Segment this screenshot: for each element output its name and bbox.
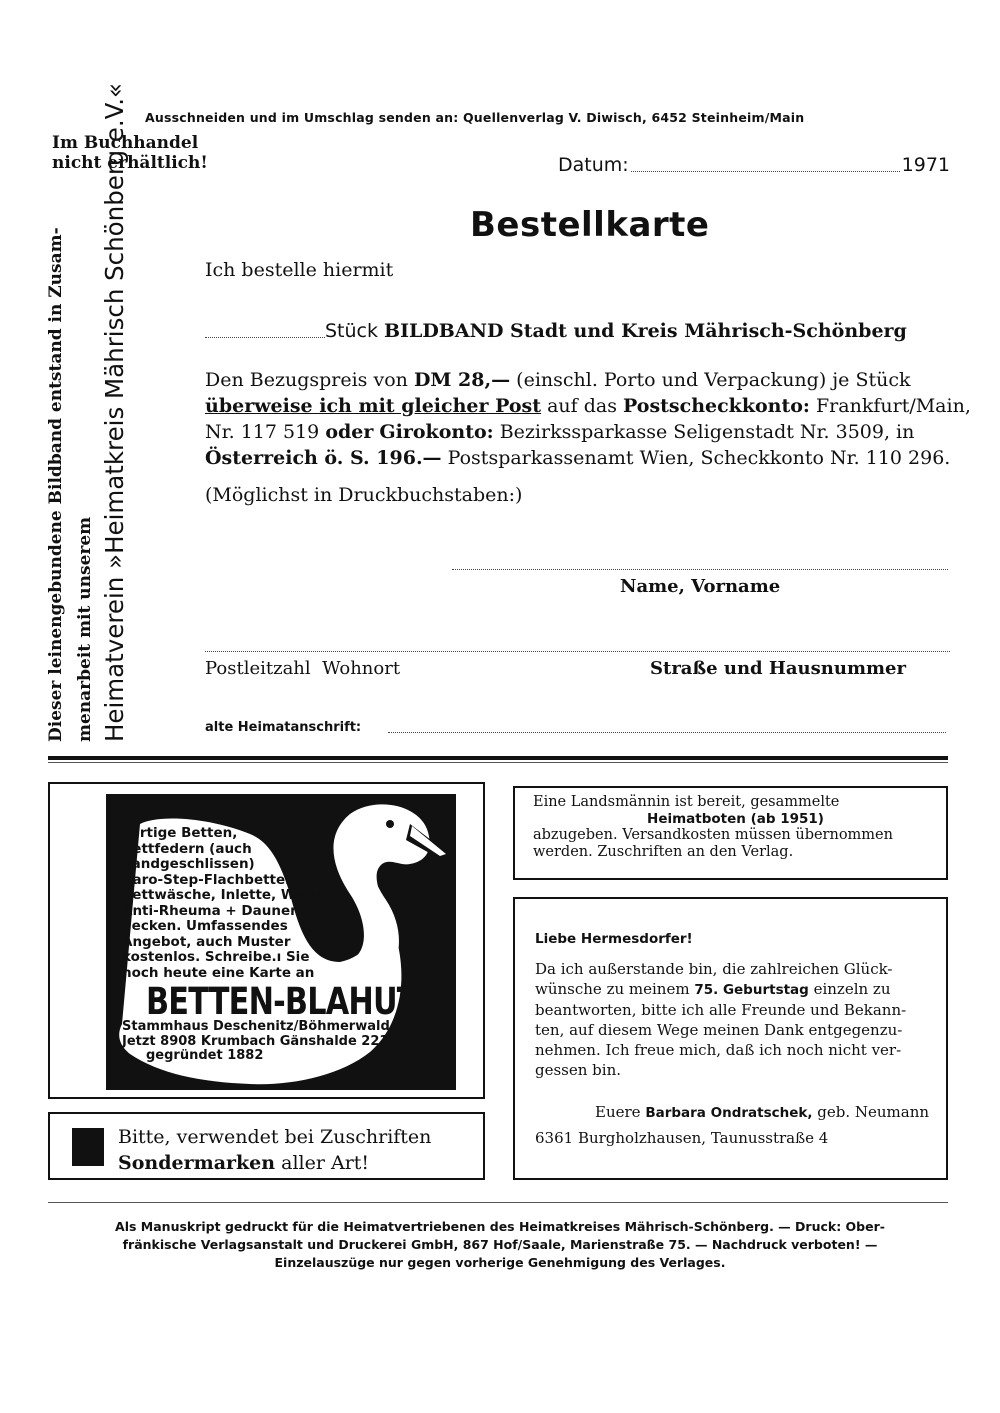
heimatboten-line: werden. Zuschriften an den Verlag. — [533, 843, 794, 860]
payment-line-1 — [205, 367, 950, 393]
heimatboten-title: Heimatboten (ab 1951) — [647, 810, 824, 827]
postal-code-city-label: Postleitzahl Wohnort — [205, 658, 401, 679]
payment-emphasis: überweise ich mit gleicher Post — [205, 395, 542, 417]
heimatboten-notice — [513, 786, 948, 880]
signoff-text: Euere — [595, 1103, 646, 1121]
footer-line: Als Manuskript gedruckt für die Heimatvertriebenen des Heimatkreises Mährisch-Schönberg. — Druck: Ober- — [115, 1219, 885, 1234]
sidebar-line-2: menarbeit mit unserem — [75, 516, 95, 742]
thank-you-notice — [513, 897, 948, 1180]
order-form-title: Bestellkarte — [470, 205, 710, 245]
ad-line: Bettwäsche, Inlette, Woll- — [122, 887, 320, 903]
betten-blahut-ad — [48, 782, 485, 1099]
price: DM 28,— — [413, 369, 511, 391]
ad-address-line: Stammhaus Deschenitz/Böhmerwald — [122, 1019, 390, 1034]
heimatboten-line: abzugeben. Versandkosten müssen übernommen — [533, 827, 893, 843]
sidebar-line-1: Dieser leinengebundene Bildband entstand in Zusam- — [46, 227, 66, 742]
address-input-line[interactable] — [205, 650, 950, 652]
ad-address-block — [122, 1020, 390, 1064]
payment-terms — [205, 367, 971, 471]
payment-or: oder — [325, 421, 374, 443]
austria-account: Österreich ö. S. 196.— — [205, 447, 442, 469]
postal-account-label: Postscheckkonto: — [623, 395, 810, 417]
ad-line: Bettfedern (auch — [122, 840, 252, 857]
payment-text: auf das — [541, 395, 623, 417]
date-year: 1971 — [901, 154, 950, 176]
payment-text: Postsparkassenamt Wien, Scheckkonto Nr. 110 296. — [441, 447, 951, 469]
ad-line: Angebot, auch Muster — [122, 933, 291, 950]
stamps-line-2 — [118, 1150, 431, 1176]
date-field — [558, 154, 950, 176]
letter-address: 6361 Burgholzhausen, Taunusstraße 4 — [535, 1129, 829, 1147]
footer-line: fränkische Verlagsanstalt und Druckerei GmbH, 867 Hof/Saale, Marienstraße 75. — Nachdruck verboten! — — [122, 1237, 878, 1252]
street-label: Straße und Hausnummer — [650, 658, 906, 679]
letter-line: beantworten, bitte ich alle Freunde und Bekann- — [535, 1001, 907, 1019]
not-in-trade-line1: Im Buchhandel — [52, 133, 199, 153]
giro-account-label: Girokonto: — [379, 421, 494, 443]
letter-line: Da ich außerstande bin, die zahlreichen Glück- — [535, 960, 893, 978]
ad-line: kostenlos. Schreibe.ı Sie — [122, 949, 310, 965]
footer-line: Einzelauszüge nur gegen vorherige Genehmigung des Verlages. — [274, 1255, 726, 1270]
old-address-label: alte Heimatanschrift: — [205, 720, 362, 735]
ad-line: Karo-Step-Flachbetten, — [122, 871, 300, 888]
ad-line: Anti-Rheuma + Daunen- — [122, 902, 306, 919]
date-input-line[interactable] — [631, 157, 900, 172]
stamps-line-1: Bitte, verwendet bei Zuschriften — [118, 1126, 432, 1148]
section-divider — [48, 756, 948, 760]
old-address-input-line[interactable] — [388, 731, 946, 733]
payment-line-4 — [205, 445, 950, 471]
ad-brand: BETTEN-BLAHUT — [146, 980, 417, 1023]
date-label: Datum: — [558, 154, 629, 176]
payment-line-2 — [205, 393, 971, 419]
letter-body — [535, 959, 935, 1080]
payment-text: (einschl. Porto und Verpackung) je Stück — [510, 369, 911, 391]
quantity-row — [205, 320, 950, 342]
heimatboten-text — [533, 794, 938, 860]
letter-greeting: Liebe Hermesdorfer! — [535, 931, 693, 947]
letter-signoff — [595, 1103, 929, 1121]
ad-line: noch heute eine Karte an — [122, 964, 315, 981]
payment-line-3 — [205, 419, 950, 445]
ad-line: decken. Umfassendes — [122, 918, 288, 934]
payment-text: Den Bezugspreis von — [205, 369, 414, 391]
heimatboten-line: Eine Landsmännin ist bereit, gesammelte — [533, 794, 840, 810]
payment-text: Bezirkssparkasse Seligenstadt Nr. 3509, in — [493, 421, 915, 443]
quantity-input-line[interactable] — [205, 323, 325, 338]
payment-text: Nr. 117 519 — [205, 421, 326, 443]
letter-line: ten, auf diesem Wege meinen Dank entgegenzu- — [535, 1021, 903, 1039]
stamps-text: aller Art! — [275, 1152, 370, 1174]
ad-address-line: gegründet 1882 — [146, 1048, 264, 1063]
footer-imprint — [52, 1218, 948, 1272]
letter-text: wünsche zu meinem — [535, 980, 695, 998]
stamps-notice-text — [118, 1124, 431, 1176]
ad-address-line: Jetzt 8908 Krumbach Gänshalde 221 — [122, 1033, 389, 1049]
product-name: BILDBAND Stadt und Kreis Mährisch-Schönberg — [384, 320, 907, 342]
special-stamps-notice — [48, 1112, 485, 1180]
ad-line: handgeschlissen) — [122, 856, 255, 872]
name-label: Name, Vorname — [620, 576, 781, 597]
signoff-name: Barbara Ondratschek, — [645, 1105, 813, 1121]
black-square-icon — [72, 1128, 104, 1166]
not-in-trade-line2: nicht erhältlich! — [52, 153, 208, 173]
order-intro: Ich bestelle hiermit — [205, 259, 394, 281]
letter-line: nehmen. Ich freue mich, daß ich noch nicht ver- — [535, 1041, 902, 1059]
send-to-instruction: Ausschneiden und im Umschlag senden an: Quellenverlag V. Diwisch, 6452 Steinheim/Main — [145, 110, 805, 125]
name-input-line[interactable] — [452, 568, 948, 570]
signoff-text: geb. Neumann — [812, 1103, 930, 1121]
section-divider-thin — [48, 762, 948, 763]
letter-line: gessen bin. — [535, 1061, 622, 1079]
letter-emphasis: 75. Geburtstag — [694, 982, 809, 998]
letter-line — [535, 979, 935, 1000]
not-in-trade-notice — [52, 133, 208, 173]
block-letters-note: (Möglichst in Druckbuchstaben:) — [205, 484, 523, 506]
ad-text-block — [122, 826, 319, 981]
stamps-emphasis: Sondermarken — [118, 1152, 276, 1174]
ad-line: Fertige Betten, — [122, 825, 238, 841]
sidebar-line-3: Heimatverein »Heimatkreis Mährisch Schönberg e.V.« — [100, 82, 129, 742]
letter-text: einzeln zu — [808, 980, 891, 998]
quantity-suffix: Stück — [325, 320, 379, 342]
payment-text: Frankfurt/Main, — [809, 395, 971, 417]
footer-divider — [48, 1202, 948, 1203]
